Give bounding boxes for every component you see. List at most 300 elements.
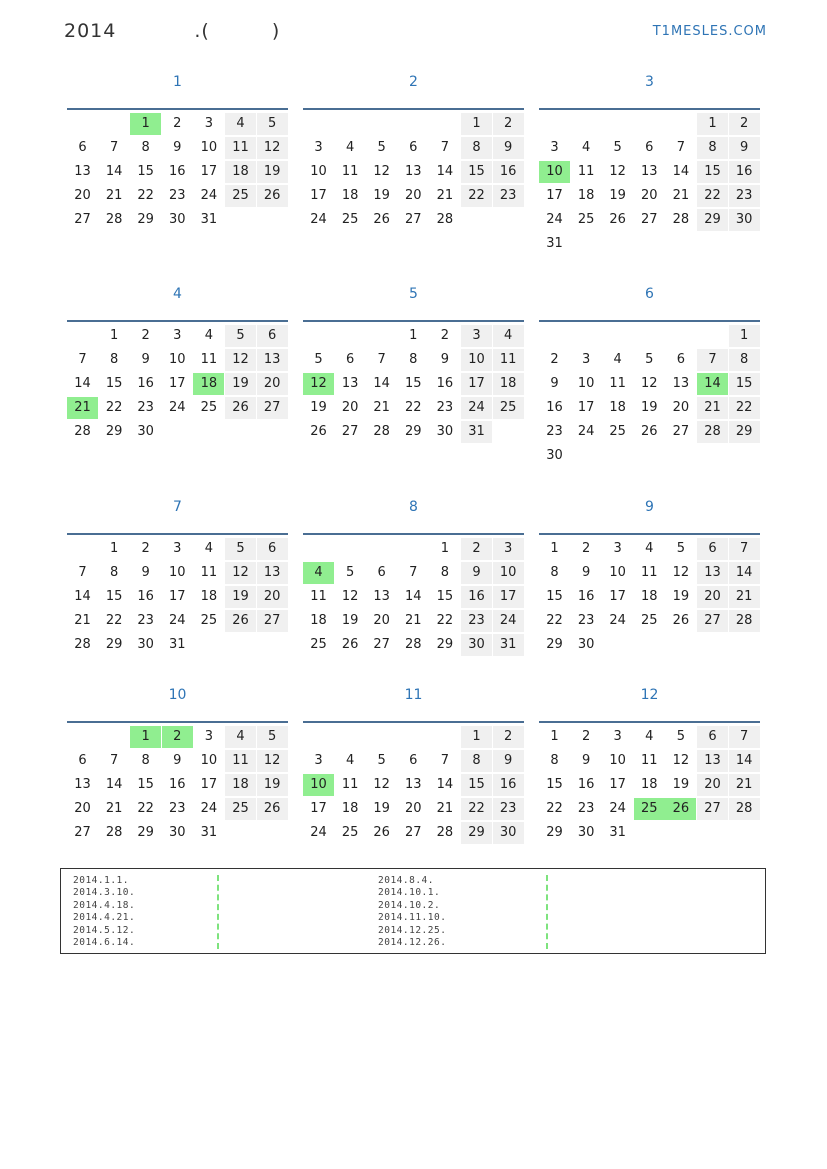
day-cell: 13 [74,777,91,792]
day-cell: 10 [493,562,524,584]
day-cell: 20 [405,188,422,203]
day-cell: 10 [169,565,186,580]
month-title: 5 [409,286,418,302]
day-cell: 15 [105,376,123,391]
day-cell: 2 [440,328,450,343]
day-cell: 6 [409,140,418,155]
day-cell: 9 [461,562,492,584]
day-cell: 28 [672,212,690,227]
day-cell: 27 [697,798,728,820]
day-cell: 15 [405,376,422,391]
day-cell: 24 [609,613,626,628]
day-cell: 6 [257,325,288,347]
holiday-entry: 2014.4.18. [73,899,136,911]
day-cell: 24 [546,212,563,227]
day-cell: 14 [436,164,454,179]
day-cell: 19 [609,188,626,203]
day-cell: 29 [697,209,728,231]
day-cell: 10 [310,164,327,179]
day-cell: 25 [341,825,359,840]
holiday-day-cell: 2 [162,726,193,748]
day-cell: 12 [672,753,690,768]
day-cell: 23 [729,185,760,207]
day-cell: 18 [310,613,327,628]
day-cell: 23 [577,801,595,816]
month-divider [67,320,288,322]
day-cell: 24 [577,424,595,439]
day-cell: 13 [697,750,728,772]
day-cell: 17 [169,589,186,604]
month-divider [539,320,760,322]
day-cell: 12 [641,376,658,391]
day-cell: 10 [200,140,218,155]
holiday-entry: 2014.3.10. [73,887,136,899]
day-cell: 16 [169,164,186,179]
day-cell: 27 [672,424,690,439]
day-cell: 30 [137,424,154,439]
day-cell: 7 [109,140,119,155]
day-cell: 1 [440,541,450,556]
day-cell: 5 [676,541,686,556]
day-cell: 11 [200,352,218,367]
day-cell: 30 [577,637,595,652]
day-cell: 12 [225,562,256,584]
day-cell: 2 [141,328,150,343]
day-cell: 25 [225,185,256,207]
day-cell: 4 [581,140,591,155]
day-cell: 18 [200,589,218,604]
day-cell: 5 [676,729,686,744]
day-cell: 5 [314,352,323,367]
day-cell: 27 [405,212,422,227]
day-cell: 23 [493,185,524,207]
day-cell: 29 [546,825,563,840]
day-cell: 15 [546,777,563,792]
day-cell: 19 [257,774,288,796]
day-cell: 9 [141,352,150,367]
day-cell: 19 [310,400,327,415]
day-cell: 6 [377,565,386,580]
day-cell: 29 [436,637,454,652]
day-cell: 22 [405,400,422,415]
day-cell: 16 [577,589,595,604]
day-cell: 2 [493,113,524,135]
day-cell: 30 [729,209,760,231]
day-cell: 23 [461,610,492,632]
month-7 [67,499,288,652]
month-5 [303,286,524,439]
day-cell: 5 [377,140,386,155]
day-cell: 13 [641,164,658,179]
day-cell: 13 [697,562,728,584]
day-cell: 30 [137,637,154,652]
month-title: 10 [168,687,187,703]
day-cell: 11 [341,164,359,179]
day-cell: 14 [74,376,91,391]
day-cell: 5 [645,352,654,367]
month-title: 4 [173,286,182,302]
day-cell: 8 [141,140,150,155]
holiday-day-cell: 12 [303,373,334,395]
day-cell: 2 [550,352,559,367]
day-cell: 8 [461,750,492,772]
day-cell: 11 [493,349,524,371]
day-cell: 26 [310,424,327,439]
month-title: 3 [645,74,654,90]
day-cell: 3 [204,116,214,131]
day-cell: 22 [461,185,492,207]
day-cell: 7 [409,565,418,580]
day-cell: 27 [74,825,91,840]
day-cell: 20 [341,400,359,415]
day-cell: 5 [225,325,256,347]
day-cell: 15 [697,161,728,183]
month-11 [303,687,524,840]
day-cell: 15 [137,164,154,179]
day-cell: 25 [225,798,256,820]
day-cell: 2 [729,113,760,135]
page-title [64,20,280,42]
day-cell: 8 [141,753,150,768]
day-cell: 15 [105,589,123,604]
month-8 [303,499,524,652]
day-cell: 12 [672,565,690,580]
day-cell: 16 [493,161,524,183]
day-cell: 7 [697,349,728,371]
holiday-entry: 2014.1.1. [73,875,129,886]
day-cell: 18 [609,400,626,415]
day-cell: 11 [577,164,595,179]
day-cell: 24 [310,825,327,840]
day-cell: 10 [577,376,595,391]
day-cell: 4 [204,541,214,556]
day-cell: 2 [173,116,182,131]
holiday-entry: 2014.12.26. [378,937,447,949]
day-cell: 17 [310,188,327,203]
title-close: ) [271,20,281,42]
day-cell: 11 [225,137,256,159]
day-cell: 19 [672,777,690,792]
day-cell: 21 [729,586,760,608]
day-cell: 3 [314,140,323,155]
day-cell: 30 [169,212,186,227]
day-cell: 3 [204,729,214,744]
day-cell: 18 [225,774,256,796]
day-cell: 6 [78,140,87,155]
day-cell: 30 [461,634,492,656]
day-cell: 20 [672,400,690,415]
day-cell: 20 [74,188,91,203]
day-cell: 6 [697,538,728,560]
day-cell: 17 [546,188,563,203]
month-title: 12 [640,687,659,703]
day-cell: 22 [697,185,728,207]
day-cell: 22 [137,188,154,203]
day-cell: 17 [200,777,218,792]
day-cell: 25 [341,212,359,227]
month-10 [67,687,288,840]
day-cell: 10 [461,349,492,371]
day-cell: 29 [405,424,422,439]
day-cell: 27 [257,397,288,419]
holiday-entry: 2014.6.14. [73,937,136,949]
holiday-day-cell: 1 [130,726,161,748]
day-cell: 23 [137,400,154,415]
day-cell: 31 [609,825,626,840]
title-text: .( [194,20,210,42]
day-cell: 6 [345,352,355,367]
day-cell: 14 [672,164,690,179]
holiday-entry: 2014.5.12. [73,924,136,936]
day-cell: 12 [373,164,390,179]
day-cell: 12 [225,349,256,371]
day-cell: 9 [173,140,182,155]
day-cell: 28 [729,798,760,820]
site-brand-link[interactable]: T1MESLES.COM [652,24,767,39]
day-cell: 18 [341,801,359,816]
day-cell: 25 [641,613,658,628]
day-cell: 20 [697,586,728,608]
day-cell: 26 [373,212,390,227]
day-cell: 21 [405,613,422,628]
day-cell: 3 [173,328,182,343]
day-cell: 22 [729,397,760,419]
holiday-entry: 2014.12.25. [378,924,447,936]
day-cell: 4 [204,328,214,343]
day-cell: 30 [577,825,595,840]
month-divider [67,721,288,723]
day-cell: 2 [581,729,591,744]
day-cell: 5 [257,113,288,135]
day-cell: 4 [345,753,355,768]
day-cell: 29 [137,825,154,840]
day-cell: 25 [609,424,626,439]
day-cell: 10 [609,753,626,768]
day-cell: 31 [461,421,492,443]
day-cell: 11 [341,777,359,792]
holiday-entry: 2014.11.10. [378,912,447,924]
month-title: 1 [173,74,182,90]
day-cell: 28 [373,424,390,439]
day-cell: 19 [225,586,256,608]
day-cell: 13 [341,376,359,391]
holiday-day-cell: 10 [303,774,334,796]
day-cell: 4 [225,726,256,748]
day-cell: 21 [672,188,690,203]
day-cell: 2 [141,541,150,556]
day-cell: 5 [377,753,386,768]
day-cell: 24 [609,801,626,816]
day-cell: 16 [137,376,154,391]
day-cell: 16 [461,586,492,608]
day-cell: 28 [697,421,728,443]
day-cell: 23 [436,400,454,415]
day-cell: 17 [609,589,626,604]
holiday-entry: 2014.10.1. [378,887,441,899]
day-cell: 7 [109,753,119,768]
day-cell: 4 [645,729,654,744]
day-cell: 25 [200,613,218,628]
day-cell: 25 [493,397,524,419]
day-cell: 17 [493,586,524,608]
day-cell: 9 [581,753,591,768]
day-cell: 17 [200,164,218,179]
day-cell: 7 [440,753,450,768]
day-cell: 24 [200,188,218,203]
day-cell: 26 [225,610,256,632]
month-divider [303,533,524,535]
day-cell: 22 [461,798,492,820]
day-cell: 15 [137,777,154,792]
holiday-list [60,868,766,954]
day-cell: 7 [377,352,386,367]
day-cell: 8 [461,137,492,159]
day-cell: 29 [729,421,760,443]
holiday-marker-bar [217,875,219,949]
day-cell: 21 [729,774,760,796]
day-cell: 26 [609,212,626,227]
day-cell: 5 [613,140,622,155]
day-cell: 4 [613,352,622,367]
day-cell: 25 [310,637,327,652]
day-cell: 17 [169,376,186,391]
day-cell: 22 [546,801,563,816]
holiday-day-cell: 25 [634,798,665,820]
day-cell: 14 [373,376,390,391]
day-cell: 11 [641,565,658,580]
day-cell: 23 [493,798,524,820]
day-cell: 17 [577,400,595,415]
day-cell: 7 [729,538,760,560]
day-cell: 9 [550,376,559,391]
day-cell: 18 [225,161,256,183]
month-title: 9 [645,499,654,515]
day-cell: 13 [405,777,422,792]
day-cell: 4 [345,140,355,155]
day-cell: 31 [169,637,186,652]
day-cell: 26 [257,798,288,820]
day-cell: 5 [257,726,288,748]
day-cell: 18 [341,188,359,203]
day-cell: 9 [493,137,524,159]
year-label: 2014 [64,20,117,42]
day-cell: 14 [729,750,760,772]
day-cell: 22 [546,613,563,628]
day-cell: 19 [672,589,690,604]
holiday-marker-bar [546,875,548,949]
day-cell: 15 [461,161,492,183]
day-cell: 13 [74,164,91,179]
day-cell: 7 [440,140,450,155]
day-cell: 28 [729,610,760,632]
day-cell: 23 [577,613,595,628]
day-cell: 12 [341,589,359,604]
month-9 [539,499,760,652]
day-cell: 27 [373,637,390,652]
day-cell: 3 [461,325,492,347]
day-cell: 24 [461,397,492,419]
day-cell: 1 [729,325,760,347]
day-cell: 28 [74,637,91,652]
day-cell: 24 [169,613,186,628]
day-cell: 28 [436,825,454,840]
day-cell: 6 [78,753,87,768]
day-cell: 17 [310,801,327,816]
day-cell: 9 [581,565,591,580]
day-cell: 4 [225,113,256,135]
day-cell: 14 [74,589,91,604]
day-cell: 23 [546,424,563,439]
day-cell: 20 [405,801,422,816]
day-cell: 4 [645,541,654,556]
day-cell: 1 [109,328,119,343]
holiday-day-cell: 21 [67,397,98,419]
day-cell: 15 [436,589,454,604]
day-cell: 19 [225,373,256,395]
day-cell: 11 [609,376,626,391]
day-cell: 29 [105,637,123,652]
month-title: 11 [404,687,423,703]
month-3 [539,74,760,251]
day-cell: 14 [729,562,760,584]
day-cell: 6 [409,753,418,768]
day-cell: 19 [341,613,359,628]
day-cell: 18 [577,188,595,203]
month-divider [303,721,524,723]
day-cell: 16 [577,777,595,792]
day-cell: 20 [641,188,658,203]
day-cell: 15 [546,589,563,604]
day-cell: 12 [257,137,288,159]
month-title: 8 [409,499,418,515]
day-cell: 13 [373,589,390,604]
day-cell: 21 [74,613,91,628]
day-cell: 8 [440,565,450,580]
day-cell: 13 [257,349,288,371]
day-cell: 29 [461,822,492,844]
day-cell: 24 [493,610,524,632]
holiday-day-cell: 18 [193,373,224,395]
holiday-day-cell: 26 [665,798,696,820]
day-cell: 9 [440,352,450,367]
day-cell: 9 [173,753,182,768]
month-divider [539,533,760,535]
day-cell: 19 [373,188,390,203]
day-cell: 16 [546,400,563,415]
month-divider [303,320,524,322]
day-cell: 7 [676,140,686,155]
month-title: 7 [173,499,182,515]
month-title: 6 [645,286,654,302]
day-cell: 1 [550,729,559,744]
day-cell: 3 [613,541,622,556]
day-cell: 26 [641,424,658,439]
day-cell: 10 [200,753,218,768]
day-cell: 21 [436,188,454,203]
day-cell: 21 [436,801,454,816]
day-cell: 14 [405,589,422,604]
day-cell: 11 [200,565,218,580]
day-cell: 2 [581,541,591,556]
month-6 [539,286,760,463]
month-1 [67,74,288,227]
day-cell: 12 [609,164,626,179]
day-cell: 20 [257,586,288,608]
day-cell: 3 [173,541,182,556]
day-cell: 28 [105,825,123,840]
day-cell: 6 [257,538,288,560]
day-cell: 28 [105,212,123,227]
